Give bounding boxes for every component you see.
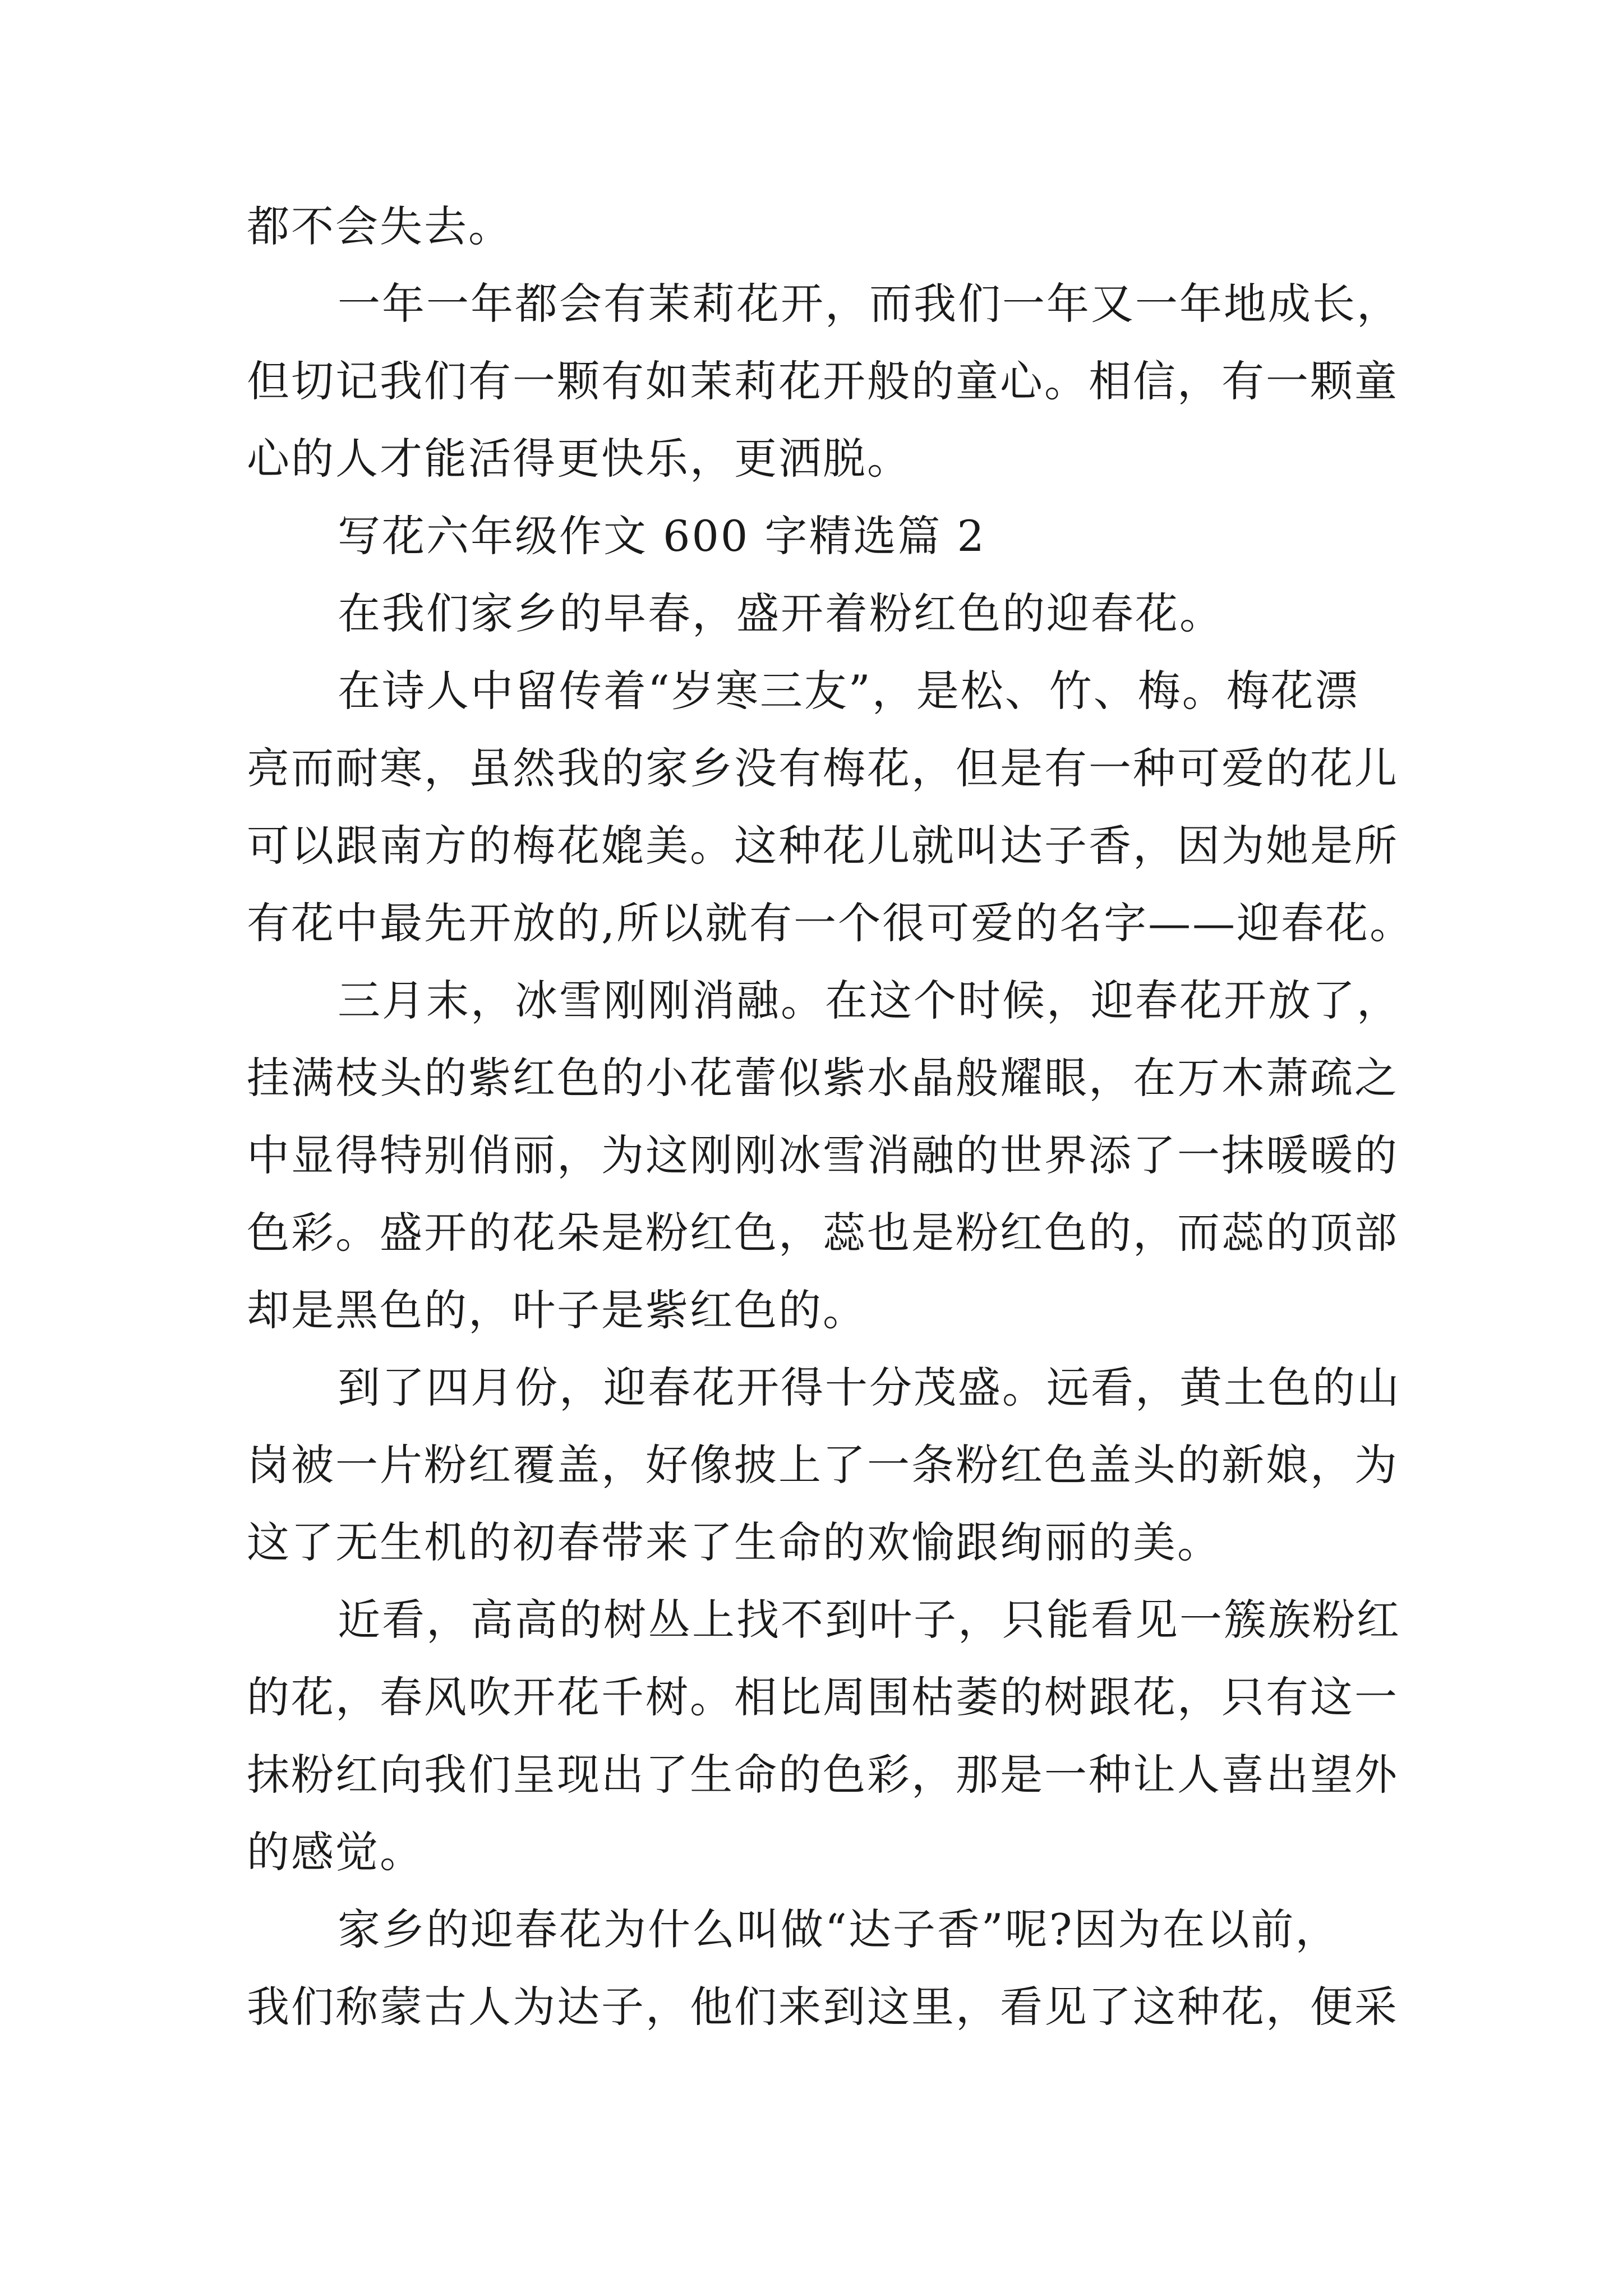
text-line: 亮而耐寒，虽然我的家乡没有梅花，但是有一种可爱的花儿 <box>247 743 1399 793</box>
paragraph-start-line: 三月末，冰雪刚刚消融。在这个时候，迎春花开放了， <box>338 976 1401 1025</box>
text-line: 的花，春风吹开花千树。相比周围枯萎的树跟花，只有这一 <box>247 1672 1399 1722</box>
paragraph-start-line: 一年一年都会有茉莉花开，而我们一年又一年地成长， <box>338 279 1401 329</box>
section-heading: 写花六年级作文 600 字精选篇 2 <box>338 511 986 561</box>
paragraph-start-line: 在诗人中留传着“岁寒三友”，是松、竹、梅。梅花漂 <box>338 666 1359 716</box>
text-line: 却是黑色的，叶子是紫红色的。 <box>247 1285 867 1335</box>
text-line: 有花中最先开放的,所以就有一个很可爱的名字——迎春花。 <box>247 898 1414 948</box>
text-line: 都不会失去。 <box>247 201 513 251</box>
paragraph-start-line: 近看，高高的树丛上找不到叶子，只能看见一簇族粉红 <box>338 1595 1401 1645</box>
text-line: 我们称蒙古人为达子，他们来到这里，看见了这种花，便采 <box>247 1982 1399 2032</box>
text-line: 心的人才能活得更快乐，更洒脱。 <box>247 434 911 484</box>
body-text <box>247 188 1414 2046</box>
text-line: 的感觉。 <box>247 1827 424 1877</box>
text-line: 色彩。盛开的花朵是粉红色，蕊也是粉红色的，而蕊的顶部 <box>247 1208 1399 1258</box>
paragraph-start-line: 家乡的迎春花为什么叫做“达子香”呢?因为在以前， <box>338 1904 1340 1954</box>
text-line: 挂满枝头的紫红色的小花蕾似紫水晶般耀眼，在万木萧疏之 <box>247 1053 1399 1103</box>
text-line: 抹粉红向我们呈现出了生命的色彩，那是一种让人喜出望外 <box>247 1750 1399 1800</box>
text-line: 但切记我们有一颗有如茉莉花开般的童心。相信，有一颗童 <box>247 356 1399 406</box>
text-line: 这了无生机的初春带来了生命的欢愉跟绚丽的美。 <box>247 1517 1221 1567</box>
text-line: 岗被一片粉红覆盖，好像披上了一条粉红色盖头的新娘，为 <box>247 1440 1399 1490</box>
paragraph-start-line: 到了四月份，迎春花开得十分茂盛。远看，黄土色的山 <box>338 1363 1401 1412</box>
text-line: 中显得特别俏丽，为这刚刚冰雪消融的世界添了一抹暖暖的 <box>247 1130 1399 1180</box>
text-line: 可以跟南方的梅花媲美。这种花儿就叫达子香，因为她是所 <box>247 821 1399 871</box>
paragraph-start-line: 在我们家乡的早春，盛开着粉红色的迎春花。 <box>338 588 1224 638</box>
